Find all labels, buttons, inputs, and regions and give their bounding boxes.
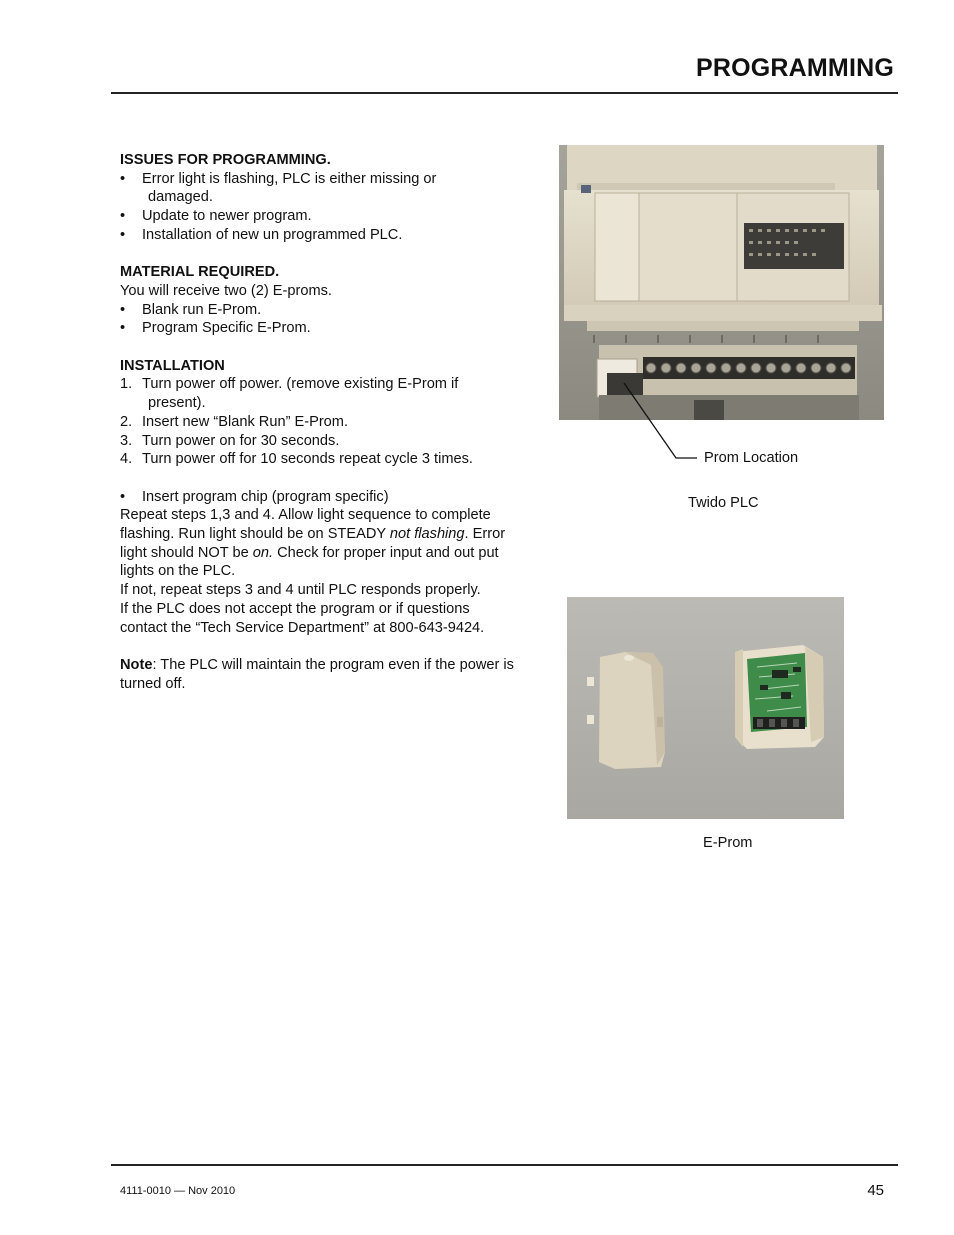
installation-heading: INSTALLATION	[120, 357, 225, 374]
page-title: PROGRAMMING	[695, 54, 894, 82]
support-paragraph: If the PLC does not accept the program or if questions contact the “Tech Service Department” at 800-643-9424.	[120, 600, 485, 636]
step-item: 2. Insert new “Blank Run” E-Prom.	[120, 413, 349, 430]
callout-leader-line	[620, 380, 700, 465]
issues-heading: ISSUES FOR PROGRAMMING.	[120, 152, 331, 168]
eprom-illustration	[567, 597, 844, 819]
list-item: • Blank run E-Prom.	[120, 301, 262, 318]
footer-rule	[111, 1164, 898, 1166]
body-text-column	[120, 151, 520, 693]
list-item: • Update to newer program.	[120, 208, 312, 225]
retry-paragraph: If not, repeat steps 3 and 4 until PLC responds properly.	[120, 582, 481, 599]
header-rule	[111, 92, 898, 94]
material-intro: You will receive two (2) E-proms.	[120, 282, 332, 299]
step-item: 4. Turn power off for 10 seconds repeat cycle 3 times.	[120, 451, 473, 468]
list-item: • Error light is flashing, PLC is either missing or damaged.	[120, 170, 437, 206]
step-item: 3. Turn power on for 30 seconds.	[120, 432, 340, 449]
step-item: 1. Turn power off power. (remove existing E-Prom if present).	[120, 376, 459, 412]
list-item: • Program Specific E-Prom.	[120, 320, 311, 337]
plc-photo	[559, 145, 884, 420]
eprom-photo	[567, 597, 844, 819]
note-paragraph: Note: The PLC will maintain the program even if the power is turned off.	[120, 656, 514, 692]
list-item: • Installation of new un programmed PLC.	[120, 226, 403, 243]
eprom-caption: E-Prom	[703, 835, 753, 851]
plc-caption: Twido PLC	[688, 495, 759, 511]
list-item: • Insert program chip (program specific)	[120, 488, 389, 505]
plc-illustration	[559, 145, 884, 420]
instructions-paragraph: Repeat steps 1,3 and 4. Allow light sequence to complete flashing. Run light should be on STEADY not flashing. Error light should NOT be on. Check for proper input and out put lights on the PLC.	[120, 507, 506, 580]
document-id: 4111-0010 — Nov 2010	[120, 1185, 236, 1197]
page-number: 45	[867, 1182, 884, 1199]
material-heading: MATERIAL REQUIRED.	[120, 264, 280, 281]
prom-location-callout: Prom Location	[704, 450, 799, 466]
